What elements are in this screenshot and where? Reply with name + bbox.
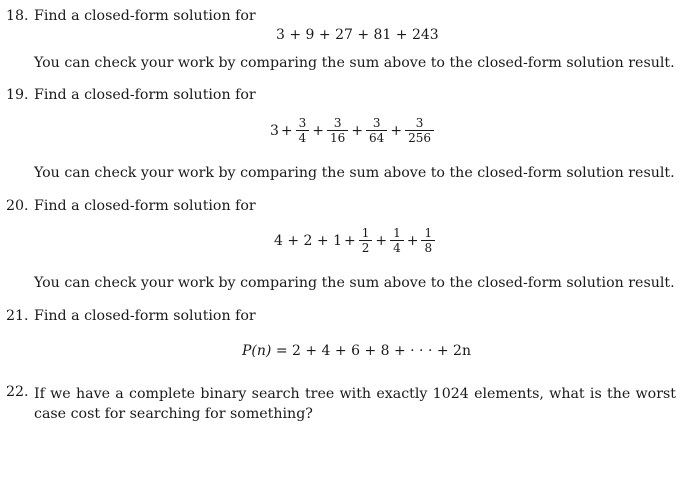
problem-22 <box>6 384 676 424</box>
numerator: 1 <box>361 226 370 240</box>
function-name: P(n) <box>242 343 272 359</box>
plus-sign: + <box>406 232 419 249</box>
problem-19 <box>6 87 256 103</box>
fraction <box>359 226 373 255</box>
denominator: 2 <box>359 240 373 255</box>
fraction <box>296 116 310 145</box>
fraction <box>366 116 387 145</box>
denominator: 8 <box>421 240 435 255</box>
numerator: 3 <box>333 116 342 130</box>
denominator: 256 <box>405 130 434 145</box>
denominator: 4 <box>390 240 404 255</box>
plus-sign: + <box>351 122 364 139</box>
numerator: 1 <box>393 226 401 240</box>
check-note-18: You can check your work by comparing the sum above to the closed-form solution result. <box>34 55 675 71</box>
denominator: 64 <box>366 130 387 145</box>
fraction <box>405 116 434 145</box>
plus-sign: + <box>390 122 403 139</box>
plus-sign: + <box>280 122 293 139</box>
equation-19 <box>270 116 435 145</box>
denominator: 4 <box>296 130 310 145</box>
equation-rhs: = 2 + 4 + 6 + 8 + · · · + 2n <box>275 343 471 359</box>
problem-number: 19. <box>6 87 29 103</box>
check-note-20: You can check your work by comparing the sum above to the closed-form solution result. <box>34 275 675 291</box>
problem-prompt: Find a closed-form solution for <box>34 8 256 24</box>
numerator: 1 <box>424 226 433 240</box>
fraction <box>327 116 348 145</box>
problem-20 <box>6 198 256 214</box>
problem-prompt: Find a closed-form solution for <box>34 198 256 214</box>
problem-number: 21. <box>6 308 29 324</box>
equation-term: 3 <box>270 122 279 139</box>
problem-18 <box>6 8 256 24</box>
numerator: 3 <box>372 116 381 130</box>
denominator: 16 <box>327 130 348 145</box>
equation-term: 4 + 2 + 1 <box>274 232 342 249</box>
problem-prompt: If we have a complete binary search tree with exactly 1024 elements, what is the worst case cost for searching for something? <box>34 386 676 422</box>
plus-sign: + <box>312 122 325 139</box>
problem-prompt: Find a closed-form solution for <box>34 308 256 324</box>
numerator: 3 <box>298 116 307 130</box>
plus-sign: + <box>343 232 356 249</box>
problem-prompt: Find a closed-form solution for <box>34 87 256 103</box>
fraction <box>390 226 404 255</box>
problem-number: 20. <box>6 198 29 214</box>
fraction <box>421 226 435 255</box>
problem-number: 18. <box>6 8 29 24</box>
check-note-19: You can check your work by comparing the sum above to the closed-form solution result. <box>34 165 675 181</box>
problem-21 <box>6 308 256 324</box>
numerator: 3 <box>415 116 424 130</box>
equation-20 <box>274 226 436 255</box>
equation-21 <box>242 343 471 359</box>
problem-number: 22. <box>6 384 29 400</box>
plus-sign: + <box>375 232 388 249</box>
equation-18: 3 + 9 + 27 + 81 + 243 <box>276 27 439 43</box>
